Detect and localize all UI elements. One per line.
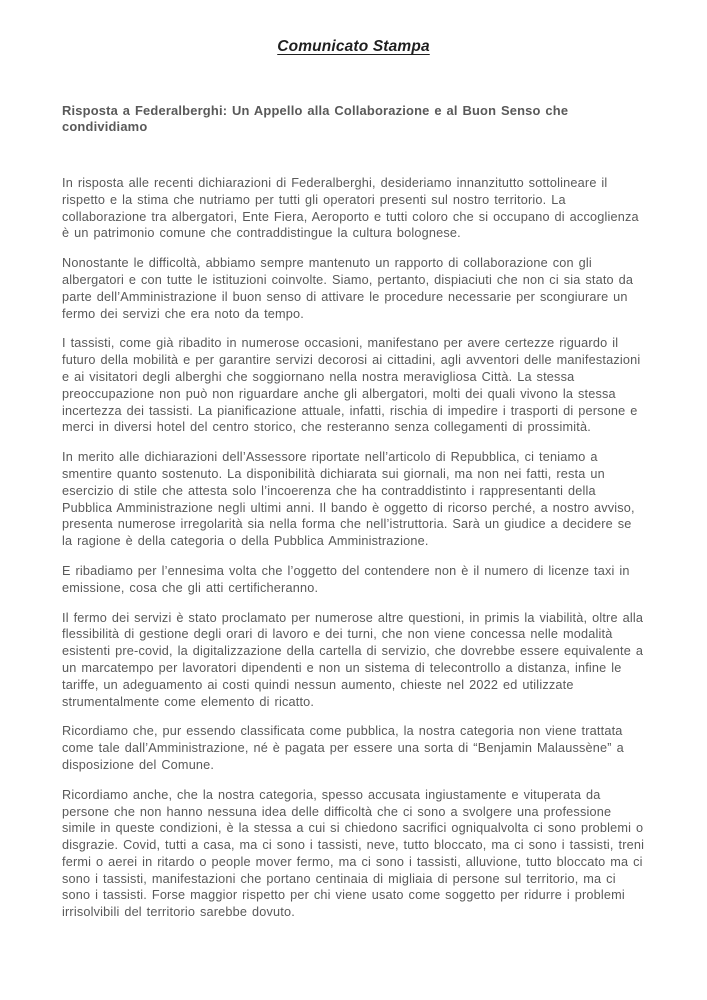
- paragraph: In risposta alle recenti dichiarazioni di Federalberghi, desideriamo innanzitutto sottolineare il rispetto e la stima che nutriamo per tutti gli operatori presenti sul nostro territorio. La collaborazione tra albergatori, Ente Fiera, Aeroporto e tutti coloro che si occupano di accoglienza è un patrimonio comune che contraddistingue la cultura bolognese.: [62, 176, 639, 241]
- paragraph: Nonostante le difficoltà, abbiamo sempre mantenuto un rapporto di collaborazione con gli albergatori e con tutte le istituzioni coinvolte. Siamo, pertanto, dispiaciuti che non ci sia stato da parte dell’Amministrazione il buon senso di attivare le procedure necessarie per scongiurare un fermo dei servizi che era noto da tempo.: [62, 256, 634, 321]
- paragraph: E ribadiamo per l’ennesima volta che l’oggetto del contendere non è il numero di licenze taxi in emissione, cosa che gli atti certificheranno.: [62, 563, 630, 595]
- paragraph: Ricordiamo che, pur essendo classificata come pubblica, la nostra categoria non viene trattata come tale dall’Amministrazione, né è pagata per essere una sorta di “Benjamin Malaussène” a disposizione del Comune.: [62, 724, 624, 772]
- press-release-heading: Risposta a Federalberghi: Un Appello alla Collaborazione e al Buon Senso che condividiamo: [62, 103, 569, 134]
- paragraph: Ricordiamo anche, che la nostra categoria, spesso accusata ingiustamente e vituperata da persone che non hanno nessuna idea delle difficoltà che ci sono a svolgere una professione simile in queste condizioni, è la stessa a cui si chiedono sacrifici ogniqualvolta ci sono problemi o disgrazie. Covid, tutti a casa, ma ci sono i tassisti, neve, tutto bloccato, ma ci sono i tassisti, treni fermi o aerei in ritardo o people mover fermo, ma ci sono i tassisti, alluvione, tutto bloccato ma ci sono i tassisti, manifestazioni che portano centinaia di migliaia di persone sul territorio, ma ci sono i tassisti. Forse maggior rispetto per chi viene usato come soggetto per ridurre i problemi irrisolvibili del territorio sarebbe dovuto.: [62, 787, 645, 920]
- paragraph: I tassisti, come già ribadito in numerose occasioni, manifestano per avere certezze riguardo il futuro della mobilità e per garantire servizi decorosi ai cittadini, agli avventori delle manifestazioni e ai visitatori degli alberghi che soggiornano nella nostra meravigliosa Città. La stessa preoccupazione non può non riguardare anche gli albergatori, molti dei quali vivono la stessa incertezza dei tassisti. La pianificazione attuale, infatti, rischia di impedire i trasporti di persone e merci in diversi hotel del centro storico, che resteranno senza collegamenti di prossimità.: [62, 336, 641, 435]
- paragraph: In merito alle dichiarazioni dell’Assessore riportate nell’articolo di Repubblica, ci teniamo a smentire quanto sostenuto. La disponibilità dichiarata sui giornali, ma non nei fatti, resta un esercizio di stile che attesta solo l’incoerenza che ha contraddistinto i rappresentanti della Pubblica Amministrazione negli ultimi anni. Il bando è oggetto di ricorso perché, a nostro avviso, presenta numerose irregolarità sia nella forma che nell’istruttoria. Sarà un giudice a decidere se la ragione è della categoria o della Pubblica Amministrazione.: [62, 450, 635, 549]
- document-title: Comunicato Stampa: [277, 38, 430, 55]
- document-body: [62, 175, 645, 921]
- paragraph: Il fermo dei servizi è stato proclamato per numerose altre questioni, in primis la viabilità, oltre alla flessibilità di gestione degli orari di lavoro e dei turni, che non viene concessa nelle modalità esistenti pre-covid, la digitalizzazione della cartella di servizio, che dovrebbe essere equivalente a un marcatempo per lavoratori dipendenti e non un sistema di telecontrollo a distanza, infine le tariffe, un adeguamento ai costi quindi nessun aumento, chieste nel 2022 ed utilizzate strumentalmente come elemento di ricatto.: [62, 610, 644, 709]
